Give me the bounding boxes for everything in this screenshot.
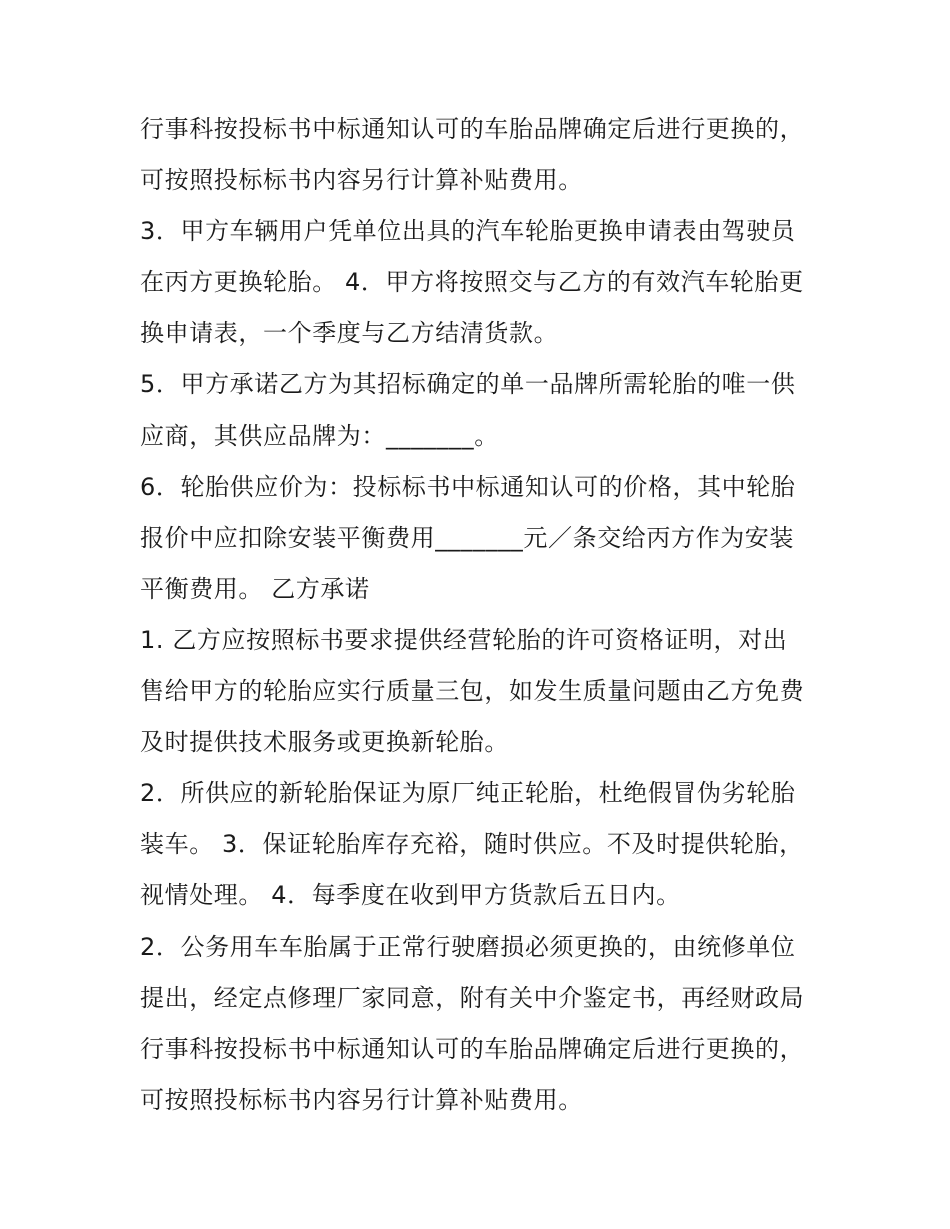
text-line: 售给甲方的轮胎应实行质量三包，如发生质量问题由乙方免费 [140, 677, 805, 706]
document-body [140, 104, 820, 1126]
text-line: 视情处理。 4．每季度在收到甲方货款后五日内。 [140, 881, 681, 910]
text-line: 平衡费用。 乙方承诺 [140, 574, 370, 603]
text-line: 6．轮胎供应价为：投标标书中标通知认可的价格，其中轮胎 [140, 472, 796, 501]
text-line: 在丙方更换轮胎。 4．甲方将按照交与乙方的有效汽车轮胎更 [140, 268, 804, 297]
text-line: 应商，其供应品牌为：_______。 [140, 421, 499, 450]
text-line: 提出，经定点修理厂家同意，附有关中介鉴定书，再经财政局 [140, 983, 805, 1012]
text-line: 报价中应扣除安装平衡费用_______元／条交给丙方作为安装 [140, 523, 794, 552]
text-line: 装车。 3．保证轮胎库存充裕，随时供应。不及时提供轮胎， [140, 830, 804, 859]
text-line: 3．甲方车辆用户凭单位出具的汽车轮胎更换申请表由驾驶员 [140, 217, 796, 246]
text-line: 行事科按投标书中标通知认可的车胎品牌确定后进行更换的， [140, 1034, 805, 1063]
text-line: 2．所供应的新轮胎保证为原厂纯正轮胎，杜绝假冒伪劣轮胎 [140, 779, 796, 808]
text-line: 2．公务用车车胎属于正常行驶磨损必须更换的，由统修单位 [140, 932, 796, 961]
text-line: 5．甲方承诺乙方为其招标确定的单一品牌所需轮胎的唯一供 [140, 370, 796, 399]
text-line: 1. 乙方应按照标书要求提供经营轮胎的许可资格证明，对出 [140, 625, 788, 654]
text-line: 可按照投标标书内容另行计算补贴费用。 [140, 1085, 583, 1114]
text-line: 换申请表，一个季度与乙方结清货款。 [140, 319, 559, 348]
text-line: 可按照投标标书内容另行计算补贴费用。 [140, 166, 583, 195]
text-line: 及时提供技术服务或更换新轮胎。 [140, 728, 509, 757]
text-line: 行事科按投标书中标通知认可的车胎品牌确定后进行更换的， [140, 115, 805, 143]
